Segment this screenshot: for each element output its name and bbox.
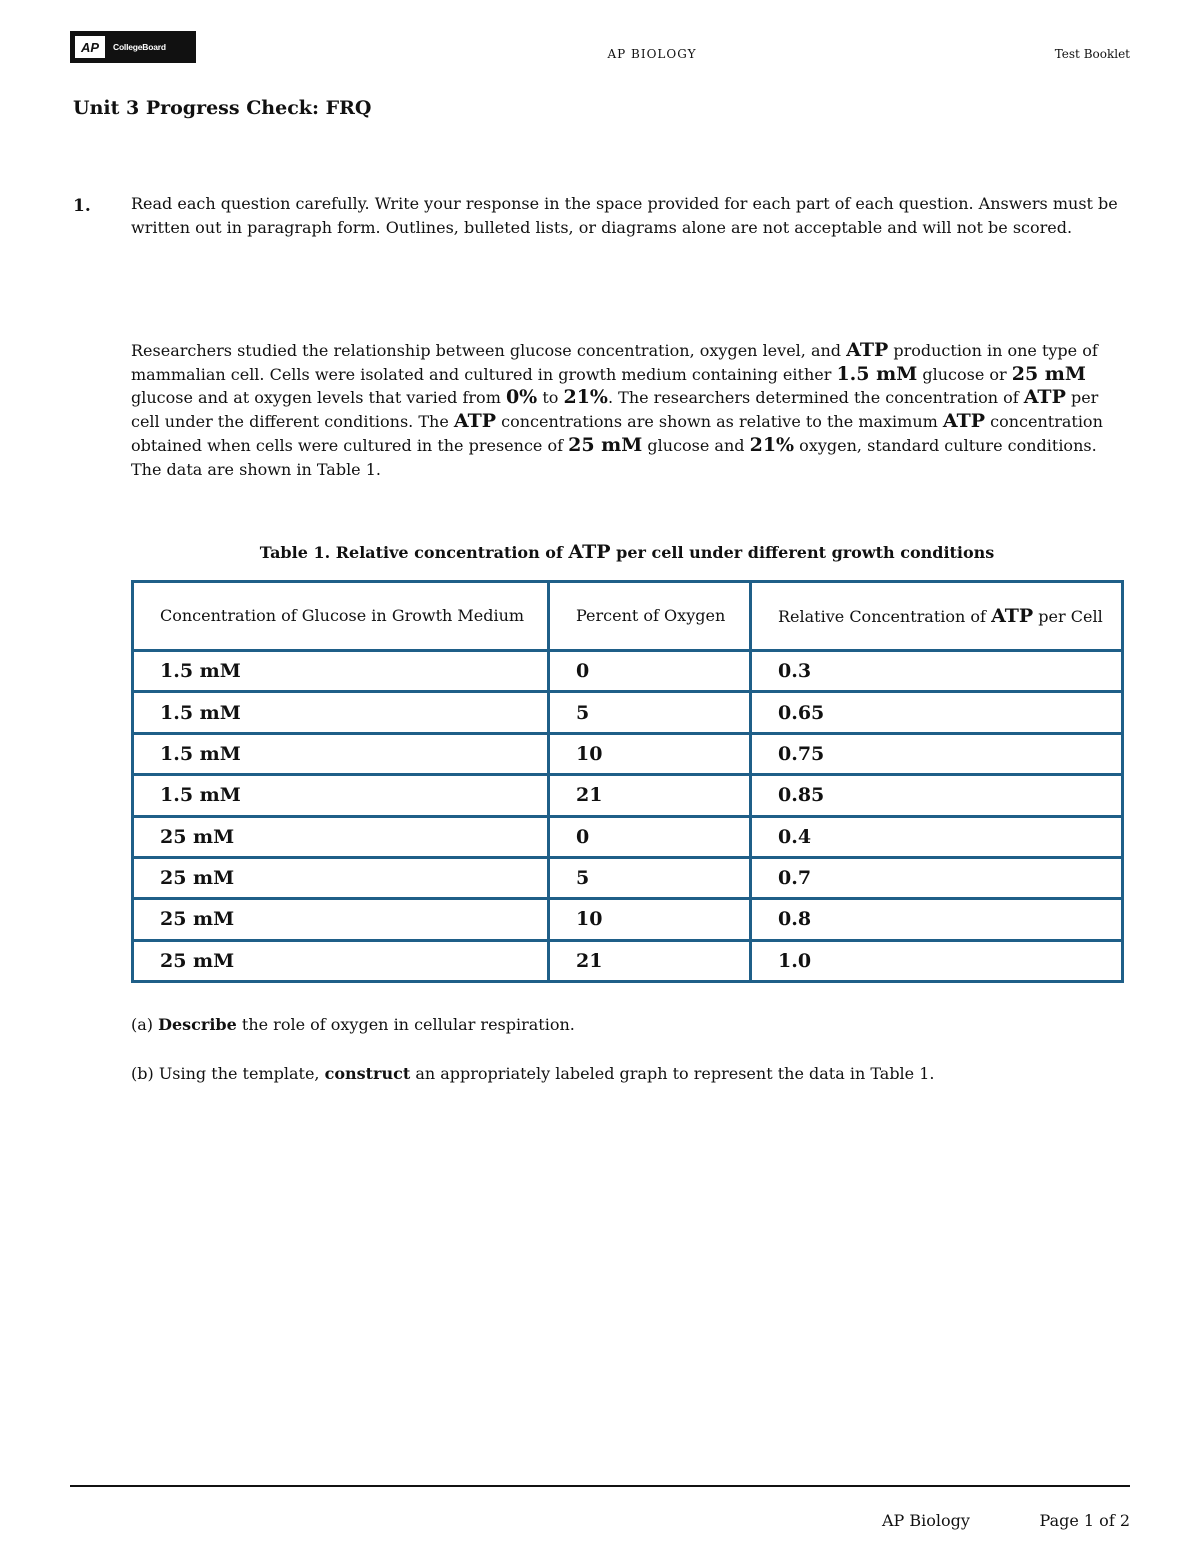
cell-oxygen: 10 xyxy=(549,899,751,940)
table-caption: Table 1. Relative concentration of ATP per cell under different growth conditions xyxy=(259,541,995,563)
cell-atp: 0.8 xyxy=(751,899,1123,940)
footer-divider xyxy=(70,1485,1130,1487)
footer-page-number: Page 1 of 2 xyxy=(1039,1511,1130,1530)
cell-glucose: 25 mM xyxy=(133,857,549,898)
table-row xyxy=(133,651,1123,692)
question-part-a: (a) Describe the role of oxygen in cellular respiration. xyxy=(131,1015,575,1034)
cell-glucose: 1.5 mM xyxy=(133,733,549,774)
cell-oxygen: 5 xyxy=(549,692,751,733)
page-title: Unit 3 Progress Check: FRQ xyxy=(73,97,372,119)
question-instructions: Read each question carefully. Write your response in the space provided for each part of each question. Answers must be written out in paragraph form. Outlines, bulleted lists, or diagrams alone are not acceptable and will not be scored. xyxy=(131,194,1118,237)
table-row xyxy=(133,733,1123,774)
table-header-row xyxy=(133,582,1123,651)
oxygen-max-value: 21% xyxy=(563,386,608,409)
header-course: AP BIOLOGY xyxy=(607,47,697,61)
footer-subject: AP Biology xyxy=(882,1511,970,1530)
cell-glucose: 1.5 mM xyxy=(133,651,549,692)
table-row xyxy=(133,899,1123,940)
data-table xyxy=(131,580,1124,983)
cell-atp: 0.4 xyxy=(751,816,1123,857)
cell-glucose: 25 mM xyxy=(133,899,549,940)
atp-term: ATP xyxy=(942,410,986,433)
oxygen-standard-value: 21% xyxy=(749,433,795,456)
table-row xyxy=(133,775,1123,816)
header-booklet: Test Booklet xyxy=(1054,47,1130,61)
cell-atp: 0.85 xyxy=(751,775,1123,816)
table-row xyxy=(133,816,1123,857)
glucose-high-value: 25 mM xyxy=(1011,362,1086,385)
atp-term: ATP xyxy=(846,339,889,361)
header-glucose: Concentration of Glucose in Growth Medium xyxy=(133,582,549,651)
cell-oxygen: 10 xyxy=(549,733,751,774)
cell-atp: 1.0 xyxy=(751,940,1123,981)
cell-glucose: 1.5 mM xyxy=(133,775,549,816)
cell-oxygen: 21 xyxy=(549,940,751,981)
header-atp: Relative Concentration of ATP per Cell xyxy=(751,582,1123,651)
cell-oxygen: 0 xyxy=(549,816,751,857)
cell-atp: 0.3 xyxy=(751,651,1123,692)
table-row xyxy=(133,940,1123,981)
cell-oxygen: 21 xyxy=(549,775,751,816)
question-part-b: (b) Using the template, construct an appropriately labeled graph to represent the data in Table 1. xyxy=(131,1064,935,1083)
cell-oxygen: 5 xyxy=(549,857,751,898)
cell-atp: 0.65 xyxy=(751,692,1123,733)
cell-glucose: 25 mM xyxy=(133,940,549,981)
table-row xyxy=(133,857,1123,898)
atp-term: ATP xyxy=(453,410,497,433)
header-oxygen: Percent of Oxygen xyxy=(549,582,751,651)
cell-oxygen: 0 xyxy=(549,651,751,692)
cell-glucose: 25 mM xyxy=(133,816,549,857)
collegeboard-logo-text: CollegeBoard xyxy=(113,42,166,52)
cell-atp: 0.7 xyxy=(751,857,1123,898)
atp-term: ATP xyxy=(1023,386,1066,409)
oxygen-min-value: 0% xyxy=(505,386,538,409)
glucose-low-value: 1.5 mM xyxy=(836,362,918,385)
cell-glucose: 1.5 mM xyxy=(133,692,549,733)
table-row xyxy=(133,692,1123,733)
cell-atp: 0.75 xyxy=(751,733,1123,774)
question-stimulus: Researchers studied the relationship between glucose concentration, oxygen level, and ATP production in one type of mammalian cell. Cells were isolated and cultured in growth medium containing either 1.5 mM glucose or 25 mM glucose and at oxygen levels that varied from 0% to 21%. The researchers determined the concentration of ATP per cell under the different conditions. The ATP concentrations are shown as relative to the maximum ATP concentration obtained when cells were cultured in the presence of 25 mM glucose and 21% oxygen, standard culture conditions. The data are shown in Table 1. xyxy=(131,339,1103,479)
question-number: 1. xyxy=(73,196,91,216)
ap-logo-mark: AP xyxy=(75,36,105,58)
glucose-standard-value: 25 mM xyxy=(568,433,643,456)
